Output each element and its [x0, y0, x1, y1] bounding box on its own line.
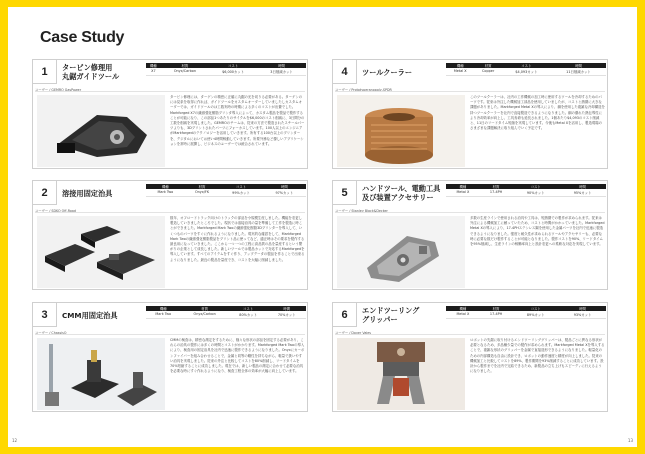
- case-description: ロボットの先端に取り付けるエンドツーリンググリッパーは、製品ごとに異なる形状が必要となるため、多品種少量での製作が求められます。Markforged Metal Xを導入することで、複雑な形状のグリッパーを金属で直接造形できるようになりました。軽量化のための内部構造も自由に設計でき、ロボットの動作速度と精度が向上しました。従来の機械加工と比較してコストを89%、製作期間を93%削減することに成功しています。設計から製作までを社内で完結できるため、新製品の立ち上げもスピーディに行えるようになりました。: [470, 338, 605, 374]
- spec-value: Metal X: [446, 68, 475, 75]
- spec-header: コスト: [209, 63, 257, 68]
- spec-header: コスト: [512, 184, 559, 189]
- spec-header: 機種: [146, 63, 161, 68]
- spec-header: 機種: [446, 63, 475, 68]
- divider: [335, 91, 605, 92]
- spec-header: 時間: [559, 306, 606, 311]
- case-card: [332, 180, 608, 290]
- spec-header: 時間: [257, 63, 306, 68]
- case-title: エンドツーリング グリッパー: [362, 306, 420, 324]
- spec-value: 17-4PH: [480, 311, 513, 318]
- spec-value: 95%カット: [559, 189, 606, 196]
- divider: [335, 334, 605, 335]
- spec-value: X7: [146, 68, 161, 75]
- case-description: 多数の生産ラインで使用される治具や工具は、短納期での製作が求められます。従来は外注による機械加工に頼っていたため、コストと時間がかかっていました。Markforged Metal Xの導入により、17-4PHステンレス鋼を使用した金属パーツを社内で迅速に製造できるようになりました。強度と耐久性が求められるツールやアクセサリーも、必要な時に必要な数だけ製作することが可能となりました。製作コストを90%、リードタイムを95%削減し、生産ラインの稼働率向上と設計変更への柔軟な対応を実現しています。: [470, 216, 605, 247]
- spec-header: 時間: [267, 306, 306, 311]
- spec-header: 機種: [446, 184, 480, 189]
- spec-header: 材質: [180, 306, 228, 311]
- case-user: ユーザー / Stanley Black&Decker: [335, 209, 388, 213]
- case-card: [332, 59, 608, 169]
- spec-header: 機種: [146, 306, 180, 311]
- case-user: ユーザー / SDKO Off-Road: [35, 209, 76, 213]
- case-description: 数年、オフロードトラック向けのトラックの部品を小規模生産しました。機能を変更し製造していきましたところでした。現状では溶接治具の量を準備して工作を製造に時ことができました。Markforged Mark Twoの繊維強化樹脂3Dプリンターを導入して、いくつものパーツをすぐに作れるようになりました。現実的な確認をして、Markforged Mark Twoの繊維強化樹脂製品をプリント品に使ってなど、適正時はその要求を製作する最良用になっていきました。ここから一つ一つの工程に高品質の品を量産するという繋がりの企業として成長しました。新しいツールでは製品カットで対応するMarkforgedを導入しています。すべてのアイテムをすぐ作り、アップデータの製品を作ることで出来るようになりました。最良の製品を量産でき、コストを大幅に削減しました。: [170, 216, 305, 262]
- spec-table: [446, 63, 606, 76]
- case-photo-gripper: [337, 338, 465, 410]
- spec-value: 89%カット: [512, 311, 559, 318]
- spec-header: 材質: [480, 184, 513, 189]
- case-card: [32, 302, 308, 412]
- spec-header: コスト: [512, 306, 559, 311]
- spec-header: 材質: [185, 184, 220, 189]
- case-photo-cmm-fixture: [37, 338, 165, 410]
- case-title: ハンドツール、電動工具 及び装置アクセサリー: [362, 184, 441, 202]
- spec-value: Mark Two: [146, 311, 180, 318]
- case-description: CMMの検査は、精密な測定をするために、様々な形状の部品を固定する必要があり、これらの治具の製作には多くの時間とコストがかかります。Markforged Mark Twoの導入により、検査用の固定治具を社内で迅速に製作できるようになりました。Onyxにカーボンファイバーを組み合わせることで、金属と同等の剛性を持ちながら、軽量で扱いやすい治具を実現しました。従来の外注と比較してコストを80%削減し、リードタイムを70%短縮することに成功しました。現在では、新しい製品の測定に合わせて必要な治具を必要な時にすぐ作れるようになり、検査工程全体の効率が大幅に向上しています。: [170, 338, 305, 374]
- spec-value: 93%カット: [559, 311, 606, 318]
- spec-value: Metal X: [446, 311, 480, 318]
- page-number-right: 13: [627, 438, 633, 443]
- spec-table: [446, 184, 606, 197]
- spec-table: [146, 184, 306, 197]
- divider: [35, 91, 305, 92]
- case-title: CMM用固定治具: [62, 311, 118, 320]
- spec-header: 時間: [263, 184, 306, 189]
- spec-table: [146, 306, 306, 319]
- case-user: ユーザー / Dover Vales: [335, 331, 372, 335]
- spec-value: Onyx/Carbon: [180, 311, 228, 318]
- case-title: タービン修理用 丸鋸ガイドツール: [62, 63, 120, 81]
- spec-value: Copper: [475, 68, 502, 75]
- spec-value: 70%カット: [267, 311, 306, 318]
- spec-header: コスト: [502, 63, 551, 68]
- spec-header: 機種: [146, 184, 185, 189]
- page: [8, 7, 637, 447]
- page-number-left: 12: [12, 438, 18, 443]
- spec-header: 材質: [475, 63, 502, 68]
- case-title: ツールクーラー: [362, 68, 413, 77]
- case-photo-guide-tool: [37, 95, 165, 167]
- spec-value: $6,000カット: [209, 68, 257, 75]
- spec-value: 11日削減カット: [551, 68, 606, 75]
- divider: [35, 212, 305, 213]
- case-description: タービン修理には、ターゲンの精密に正確に丸鋸の光を切りる必要がある。ターゲンのには見条を取得に作れば、ガイドツールをカスタムオーダーしていましたしカスタムオーダーでは、ガイドツールのは工数実時の時期による多くのコストが出費でした。Markforged X7の繊維強化樹脂プリンタ導入によって、カスタム製品を製品で製作することが可能になり、この部品1つあたりのサイクルを$6,000のコスト削減に、3日間分の工数を削減を実現しました。GEMROのチームは、従来の方法で製造されたスチールパーツよりも、3Dプリントされたパーツにフォーカスしています。100人以上のエンジニアがMarkforgedのテクノロジーを活用していきます。所有する100台以上のプリンターを、デジタルにおいてお使い4時間稼動していきます。所要外務など優しいアプリケーションを常時に展開し、ビジネスのユーザーでは統合されています。: [170, 95, 305, 146]
- spec-value: Metal X: [446, 189, 480, 196]
- case-card: [32, 180, 308, 290]
- spec-table: [146, 63, 306, 76]
- spec-header: 機種: [446, 306, 480, 311]
- case-number: 4: [333, 60, 357, 84]
- spec-value: 97%カット: [263, 189, 306, 196]
- spec-value: 3日削減カット: [257, 68, 306, 75]
- spec-table: [446, 306, 606, 319]
- spec-header: 時間: [551, 63, 606, 68]
- spec-value: 80%カット: [229, 311, 268, 318]
- case-number: 2: [33, 181, 57, 205]
- spec-value: 17-4PH: [480, 189, 513, 196]
- spec-value: $4,093カット: [502, 68, 551, 75]
- case-number: 3: [33, 303, 57, 327]
- spec-value: Onyx/Carbon: [161, 68, 209, 75]
- spec-value: 99%カット: [219, 189, 262, 196]
- case-photo-metal-bracket: [337, 216, 465, 288]
- case-number: 6: [333, 303, 357, 327]
- spec-header: コスト: [229, 306, 268, 311]
- page-title: Case Study: [40, 29, 125, 46]
- case-card: [332, 302, 608, 412]
- divider: [35, 334, 305, 335]
- case-description: このツールクーラーは、社内の工作機械の加工時に使用するツールを冷却するためのパーツです。従来は外注した機械加工部品を使用していましたが、コストと納期に大きな課題がありました。Markforged Metal Xの導入により、銅を使用した複雑な冷却構造を持つツールクーラーを社内で直接製造できるようになりました。銅の優れた熱伝導性により冷却効率が向上し、工具寿命も延長されました。1個あたり$4,093のコスト削減と、11日のリードタイム短縮を実現しています。今後もMetal Xを活用し、製造現場のさまざまな課題解決に取り組んでいく予定です。: [470, 95, 605, 131]
- case-photo-tool-cooler: [337, 95, 465, 167]
- spec-header: 時間: [559, 184, 606, 189]
- divider: [335, 212, 605, 213]
- spec-header: 材質: [161, 63, 209, 68]
- case-card: [32, 59, 308, 169]
- case-user: ユーザー / GEMRO GasPower: [35, 88, 82, 92]
- spec-header: 材質: [480, 306, 513, 311]
- spec-value: Onyx/FK: [185, 189, 220, 196]
- case-user: ユーザー / Prototyperanopoly-SPDR: [335, 88, 392, 92]
- case-title: 溶接用固定治具: [62, 189, 113, 198]
- case-photo-welding-fixture: [37, 216, 165, 288]
- case-user: ユーザー / ChassisQ: [35, 331, 67, 335]
- case-number: 5: [333, 181, 357, 205]
- spec-value: 90%カット: [512, 189, 559, 196]
- spec-value: Mark Two: [146, 189, 185, 196]
- case-number: 1: [33, 60, 57, 84]
- spec-header: コスト: [219, 184, 262, 189]
